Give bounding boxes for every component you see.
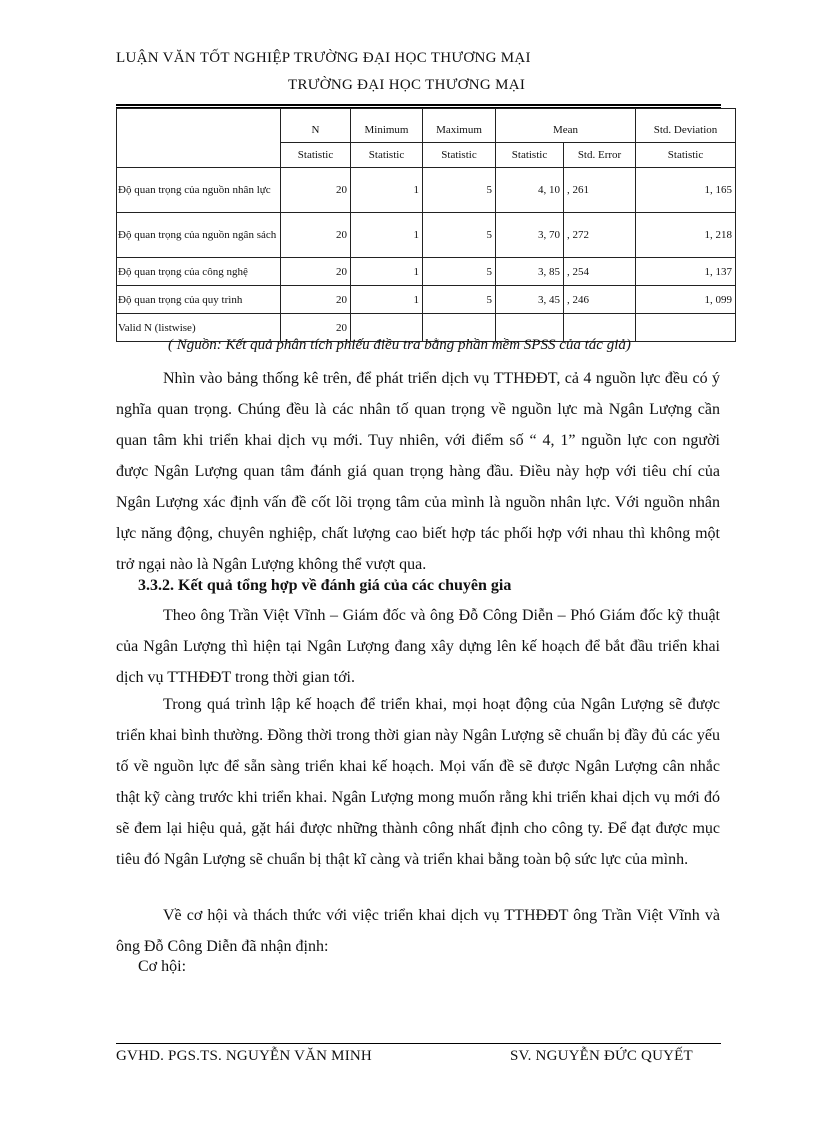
- cell-std-error: , 272: [564, 213, 636, 258]
- row-label: Độ quan trọng của công nghệ: [117, 258, 281, 286]
- cell-mean: 3, 70: [496, 213, 564, 258]
- section-heading: 3.3.2. Kết quả tổng hợp về đánh giá của các chuyên gia: [138, 577, 512, 594]
- subheader-cell: Statistic: [496, 143, 564, 168]
- cell-n: 20: [281, 258, 351, 286]
- cell-mean: 3, 45: [496, 286, 564, 314]
- cell-std-deviation: 1, 137: [636, 258, 736, 286]
- cell-mean: 4, 10: [496, 168, 564, 213]
- cell-n: 20: [281, 286, 351, 314]
- table-header-row: [117, 109, 736, 143]
- subheader-cell: Statistic: [423, 143, 496, 168]
- table-source-caption: ( Nguồn: Kết quả phân tích phiếu điều tra bằng phần mềm SPSS của tác giả): [168, 337, 631, 353]
- descriptive-statistics-table: [116, 108, 736, 342]
- paragraph-opportunities-intro: Về cơ hội và thách thức với việc triển khai dịch vụ TTHĐĐT ông Trần Việt Vĩnh và ông Đỗ Công Diễn đã nhận định:: [116, 907, 720, 955]
- col-header-mean: Mean: [496, 109, 636, 143]
- subheader-cell: Statistic: [281, 143, 351, 168]
- paragraph-planning: Trong quá trình lập kế hoạch để triển khai, mọi hoạt động của Ngân Lượng sẽ được triển khai bình thường. Đồng thời trong thời gian này Ngân Lượng sẽ chuẩn bị đầy đủ các yếu tố về nguồn lực để sẵn sàng triển khai kế hoạch. Mọi vấn đề sẽ được Ngân Lượng cân nhắc thật kỹ càng trước khi triển khai. Ngân Lượng mong muốn rằng khi triển khai dịch vụ mới đó sẽ đem lại hiệu quả, gặt hái được những thành công nhất định cho công ty. Để đạt được mục tiêu đó Ngân Lượng sẽ chuẩn bị thật kĩ càng và triển khai bằng toàn bộ sức lực của mình.: [116, 696, 720, 868]
- row-label: Độ quan trọng của nguồn nhân lực: [117, 168, 281, 213]
- footer-rule: [116, 1043, 721, 1044]
- cell-max: 5: [423, 258, 496, 286]
- table-row: [117, 286, 736, 314]
- cell-n: 20: [281, 168, 351, 213]
- table-row: [117, 213, 736, 258]
- cell-std-error: , 246: [564, 286, 636, 314]
- table-row: [117, 258, 736, 286]
- cell-std-deviation: 1, 165: [636, 168, 736, 213]
- cell-std-error: , 261: [564, 168, 636, 213]
- opportunity-label: Cơ hội:: [138, 958, 187, 975]
- col-header-maximum: Maximum: [423, 109, 496, 143]
- footer-student: SV. NGUYỄN ĐỨC QUYẾT: [510, 1048, 693, 1064]
- header-subtitle: TRƯỜNG ĐẠI HỌC THƯƠNG MẠI: [288, 77, 526, 93]
- footer-advisor: GVHD. PGS.TS. NGUYỄN VĂN MINH: [116, 1048, 372, 1064]
- cell-mean: 3, 85: [496, 258, 564, 286]
- col-header-minimum: Minimum: [351, 109, 423, 143]
- cell-min: 1: [351, 286, 423, 314]
- table-corner-cell: [117, 109, 281, 143]
- cell-min: 1: [351, 168, 423, 213]
- paragraph-experts: Theo ông Trần Việt Vĩnh – Giám đốc và ông Đỗ Công Diễn – Phó Giám đốc kỹ thuật của Ngân Lượng thì hiện tại Ngân Lượng đang xây dựng lên kế hoạch để bắt đầu triển khai dịch vụ TTHĐĐT trong thời gian tới.: [116, 607, 720, 686]
- row-label: Độ quan trọng của quy trình: [117, 286, 281, 314]
- table-row: [117, 168, 736, 213]
- subheader-cell: Std. Error: [564, 143, 636, 168]
- cell-std-error: , 254: [564, 258, 636, 286]
- cell-std-deviation: 1, 218: [636, 213, 736, 258]
- cell-min: 1: [351, 213, 423, 258]
- table-subheader-row: [117, 143, 736, 168]
- subheader-cell: Statistic: [636, 143, 736, 168]
- cell-max: 5: [423, 213, 496, 258]
- cell-std-deviation: 1, 099: [636, 286, 736, 314]
- header-rule: [116, 104, 721, 106]
- row-label: Valid N (listwise): [117, 314, 281, 342]
- cell-n: 20: [281, 314, 351, 342]
- header-title: LUẬN VĂN TỐT NGHIỆP TRƯỜNG ĐẠI HỌC THƯƠNG MẠI: [116, 50, 531, 66]
- col-header-n: N: [281, 109, 351, 143]
- col-header-std-deviation: Std. Deviation: [636, 109, 736, 143]
- row-label: Độ quan trọng của nguồn ngân sách: [117, 213, 281, 258]
- cell-std-deviation: [636, 314, 736, 342]
- paragraph-analysis: Nhìn vào bảng thống kê trên, để phát triển dịch vụ TTHĐĐT, cả 4 nguồn lực đều có ý nghĩa quan trọng. Chúng đều là các nhân tố quan trọng về nguồn lực mà Ngân Lượng cần quan tâm khi triển khai dịch vụ mới. Tuy nhiên, với điểm số “ 4, 1” nguồn lực con người được Ngân Lượng quan tâm đánh giá quan trọng hàng đầu. Điều này hợp với tiêu chí của Ngân Lượng xác định vấn đề cốt lõi trọng tâm của mình là nguồn nhân lực. Với nguồn nhân lực năng động, chuyên nghiệp, chất lượng cao biết hợp tác phối hợp với nhau thì không một trở ngại nào là Ngân Lượng không thể vượt qua.: [116, 370, 720, 573]
- subheader-cell: Statistic: [351, 143, 423, 168]
- cell-min: 1: [351, 258, 423, 286]
- table-corner-cell: [117, 143, 281, 168]
- cell-max: 5: [423, 286, 496, 314]
- cell-max: 5: [423, 168, 496, 213]
- cell-n: 20: [281, 213, 351, 258]
